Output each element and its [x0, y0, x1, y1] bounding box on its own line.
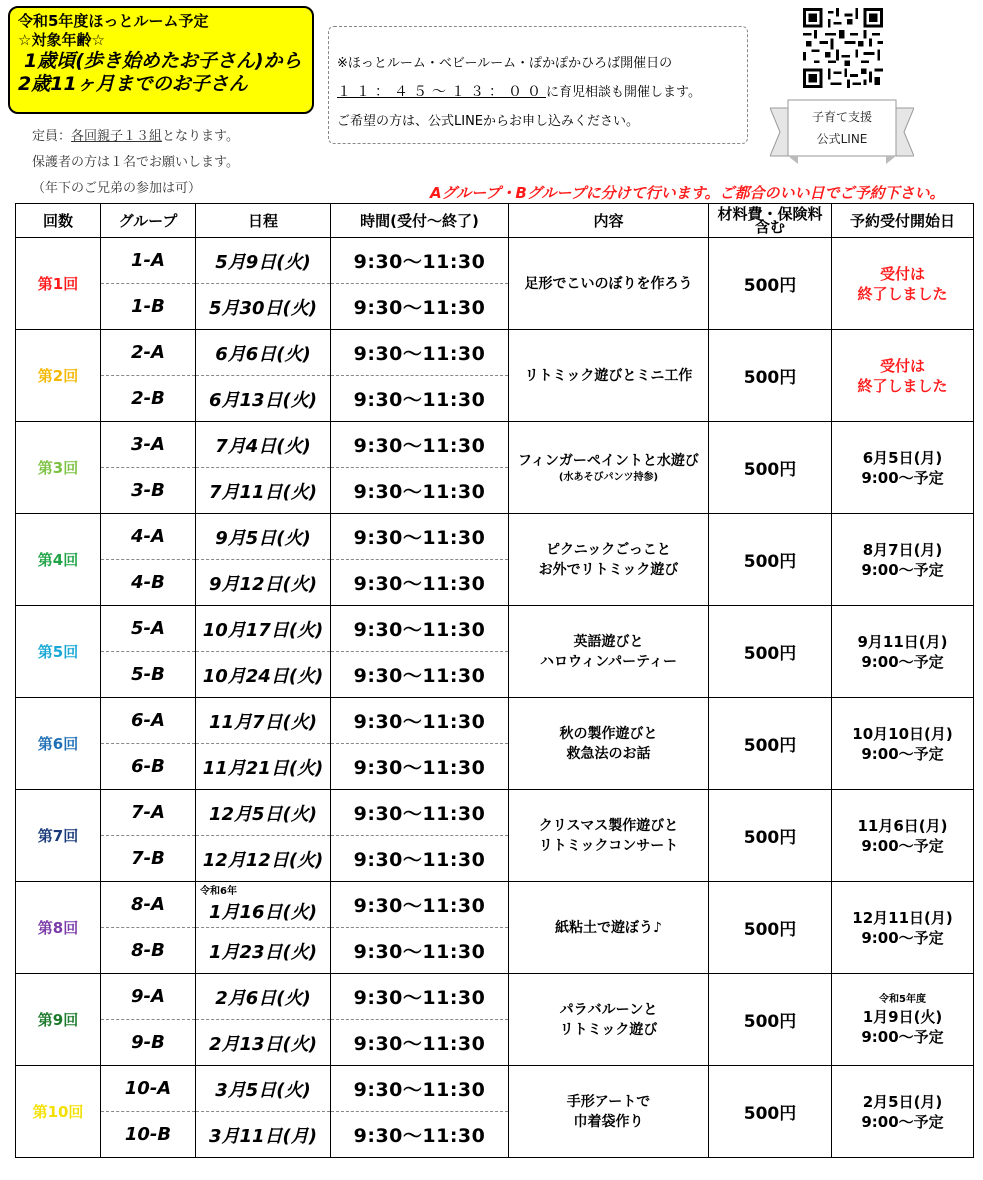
- program-title: 令和5年度ほっとルーム予定: [18, 12, 209, 30]
- content-line2: リトミックコンサート: [538, 837, 679, 854]
- table-row: [16, 606, 974, 652]
- start-cell: [832, 1066, 974, 1158]
- capacity-line1: [32, 124, 239, 150]
- content-cell: [509, 514, 709, 606]
- banner-line1: 子育て支援: [811, 110, 872, 124]
- date-a: [196, 882, 331, 928]
- group-a: 7-A: [101, 790, 196, 836]
- time-a: 9:30～11:30: [331, 1066, 509, 1112]
- start-line2: 9:00～予定: [861, 468, 944, 487]
- group-a: 9-A: [101, 974, 196, 1020]
- start-line1: 8月7日(月): [862, 540, 943, 559]
- time-a: 9:30～11:30: [331, 238, 509, 284]
- round-label: 第9回: [16, 974, 101, 1066]
- content-cell: [509, 606, 709, 698]
- start-cell: [832, 330, 974, 422]
- group-a: 3-A: [101, 422, 196, 468]
- date-b: 6月13日(火): [196, 376, 331, 422]
- start-cell: [832, 422, 974, 514]
- content-line2: 救急法のお話: [566, 745, 651, 762]
- group-b: 1-B: [101, 284, 196, 330]
- time-b: 9:30～11:30: [331, 560, 509, 606]
- group-b: 8-B: [101, 928, 196, 974]
- fee-cell: 500円: [709, 514, 832, 606]
- target-age-from: 1歳頃(歩き始めたお子さん)から: [24, 49, 302, 72]
- content-line2: お外でリトミック遊び: [538, 561, 679, 578]
- round-label: 第6回: [16, 698, 101, 790]
- fee-cell: 500円: [709, 238, 832, 330]
- header-date: 日程: [196, 204, 331, 238]
- consultation-notice: [328, 26, 748, 144]
- start-line2: 9:00～予定: [861, 1027, 944, 1046]
- time-b: 9:30～11:30: [331, 284, 509, 330]
- header-fee-line2: 含む: [754, 217, 785, 236]
- group-b: 3-B: [101, 468, 196, 514]
- start-line1: 12月11日(月): [852, 908, 953, 927]
- time-a: 9:30～11:30: [331, 422, 509, 468]
- time-b: 9:30～11:30: [331, 468, 509, 514]
- header-start: 予約受付開始日: [832, 204, 974, 238]
- group-a: 2-A: [101, 330, 196, 376]
- target-age-heading: ☆対象年齢☆: [18, 30, 105, 49]
- round-label: 第10回: [16, 1066, 101, 1158]
- content-line1: フィンガーペイントと水遊び: [518, 452, 699, 469]
- date-a-value: 3月5日(火): [215, 1079, 311, 1101]
- content-line1: 足形でこいのぼりを作ろう: [524, 275, 693, 292]
- date-a-value: 2月6日(火): [215, 987, 311, 1009]
- content-line1: パラバルーンと: [559, 1001, 658, 1018]
- time-b: 9:30～11:30: [331, 836, 509, 882]
- table-row: [16, 330, 974, 376]
- start-cell: [832, 790, 974, 882]
- target-age-box: [8, 6, 314, 114]
- date-a-value: 12月5日(火): [208, 803, 318, 825]
- fee-cell: 500円: [709, 606, 832, 698]
- table-row: [16, 698, 974, 744]
- start-line2: 終了しました: [857, 376, 948, 395]
- start-line2: 9:00～予定: [861, 560, 944, 579]
- date-b: 10月24日(火): [196, 652, 331, 698]
- content-cell: [509, 1066, 709, 1158]
- content-line1: 手形アートで: [566, 1093, 651, 1110]
- fee-cell: 500円: [709, 790, 832, 882]
- date-a: [196, 422, 331, 468]
- header-group: グループ: [101, 204, 196, 238]
- consultation-time: １１：４５～１３：００: [337, 84, 546, 100]
- date-b: 7月11日(火): [196, 468, 331, 514]
- capacity-count: 各回親子１３組: [71, 129, 163, 144]
- group-a: 8-A: [101, 882, 196, 928]
- start-line1: 1月9日(火): [862, 1007, 943, 1026]
- date-a-value: 5月9日(火): [215, 251, 311, 273]
- date-b: 12月12日(火): [196, 836, 331, 882]
- date-era-prefix: 令和6年: [200, 885, 237, 897]
- header-row: [16, 204, 974, 238]
- table-row: [16, 974, 974, 1020]
- content-line1: クリスマス製作遊びと: [538, 817, 679, 834]
- group-note: Aグループ・Bグループに分けて行います。ご都合のいい日でご予約下さい。: [430, 184, 945, 202]
- date-b: 5月30日(火): [196, 284, 331, 330]
- date-a: [196, 238, 331, 284]
- content-cell: [509, 330, 709, 422]
- date-b: 3月11日(月): [196, 1112, 331, 1158]
- content-line2: 巾着袋作り: [573, 1113, 644, 1130]
- target-age-to: 2歳11ヶ月までのお子さん: [18, 73, 248, 96]
- capacity-prefix: 定員：: [32, 129, 72, 144]
- fee-cell: 500円: [709, 330, 832, 422]
- round-label: 第7回: [16, 790, 101, 882]
- table-row: [16, 882, 974, 928]
- date-a: [196, 790, 331, 836]
- content-line1: ピクニックごっこと: [546, 541, 671, 558]
- time-a: 9:30～11:30: [331, 606, 509, 652]
- header-fee-line1: 材料費・保険料: [717, 204, 823, 223]
- header-time: 時間(受付～終了): [331, 204, 509, 238]
- capacity-info: [32, 124, 239, 202]
- notice-line1: ※ほっとルーム・ベビールーム・ぽかぽかひろば開催日の: [337, 56, 673, 71]
- group-b: 5-B: [101, 652, 196, 698]
- start-line2: 9:00～予定: [861, 744, 944, 763]
- content-line1: 紙粘土で遊ぼう♪: [555, 919, 662, 936]
- date-a-value: 9月5日(火): [215, 527, 311, 549]
- line-banner: [770, 98, 914, 168]
- start-cell: [832, 974, 974, 1066]
- content-cell: [509, 422, 709, 514]
- time-a: 9:30～11:30: [331, 514, 509, 560]
- date-a-value: 6月6日(火): [215, 343, 311, 365]
- content-line1: 秋の製作遊びと: [559, 725, 658, 742]
- start-line2: 9:00～予定: [861, 928, 944, 947]
- banner-line2: 公式LINE: [816, 132, 868, 146]
- group-b: 10-B: [101, 1112, 196, 1158]
- start-line1: 2月5日(月): [862, 1092, 943, 1111]
- group-b: 6-B: [101, 744, 196, 790]
- fee-cell: 500円: [709, 1066, 832, 1158]
- round-label: 第1回: [16, 238, 101, 330]
- notice-line3: ご希望の方は、公式LINEからお申し込みください。: [337, 114, 640, 129]
- date-b: 9月12日(火): [196, 560, 331, 606]
- content-cell: [509, 238, 709, 330]
- start-line2: 9:00～予定: [861, 836, 944, 855]
- time-a: 9:30～11:30: [331, 790, 509, 836]
- table-row: [16, 790, 974, 836]
- capacity-suffix: となります。: [162, 129, 239, 144]
- header-fee: [709, 204, 832, 238]
- content-cell: [509, 698, 709, 790]
- time-b: 9:30～11:30: [331, 1020, 509, 1066]
- fee-cell: 500円: [709, 698, 832, 790]
- content-cell: [509, 790, 709, 882]
- round-label: 第4回: [16, 514, 101, 606]
- content-line1: リトミック遊びとミニ工作: [524, 367, 693, 384]
- time-a: 9:30～11:30: [331, 974, 509, 1020]
- start-line2: 9:00～予定: [861, 1112, 944, 1131]
- time-a: 9:30～11:30: [331, 698, 509, 744]
- table-row: [16, 514, 974, 560]
- date-a: [196, 698, 331, 744]
- content-line2: ハロウィンパーティー: [539, 653, 678, 670]
- round-label: 第3回: [16, 422, 101, 514]
- fee-cell: 500円: [709, 422, 832, 514]
- start-cell: [832, 698, 974, 790]
- header-round: 回数: [16, 204, 101, 238]
- content-cell: [509, 974, 709, 1066]
- group-a: 1-A: [101, 238, 196, 284]
- fee-cell: 500円: [709, 974, 832, 1066]
- start-cell: [832, 514, 974, 606]
- round-label: 第8回: [16, 882, 101, 974]
- group-a: 4-A: [101, 514, 196, 560]
- start-line1: 6月5日(月): [862, 448, 943, 467]
- round-label: 第2回: [16, 330, 101, 422]
- time-a: 9:30～11:30: [331, 330, 509, 376]
- start-cell: [832, 882, 974, 974]
- time-a: 9:30～11:30: [331, 882, 509, 928]
- content-sub: (水あそびパンツ持参): [558, 471, 659, 483]
- group-a: 5-A: [101, 606, 196, 652]
- round-label: 第5回: [16, 606, 101, 698]
- notice-line2-suffix: に育児相談も開催します。: [546, 85, 701, 100]
- start-line1: 10月10日(月): [852, 724, 953, 743]
- date-b: 11月21日(火): [196, 744, 331, 790]
- group-a: 10-A: [101, 1066, 196, 1112]
- date-a: [196, 514, 331, 560]
- start-line1: 受付は: [879, 264, 925, 283]
- date-a-value: 10月17日(火): [202, 619, 324, 641]
- capacity-line2: 保護者の方は１名でお願いします。: [32, 155, 239, 170]
- start-cell: [832, 238, 974, 330]
- line-qr-code[interactable]: [803, 8, 883, 88]
- date-b: 2月13日(火): [196, 1020, 331, 1066]
- capacity-line3: （年下のご兄弟の参加は可）: [32, 181, 202, 196]
- start-line2: 終了しました: [857, 284, 948, 303]
- group-b: 4-B: [101, 560, 196, 606]
- start-line1: 11月6日(月): [857, 816, 948, 835]
- group-b: 2-B: [101, 376, 196, 422]
- date-a-value: 11月7日(火): [208, 711, 318, 733]
- content-line2: リトミック遊び: [559, 1021, 658, 1038]
- start-line2: 9:00～予定: [861, 652, 944, 671]
- time-b: 9:30～11:30: [331, 928, 509, 974]
- time-b: 9:30～11:30: [331, 1112, 509, 1158]
- start-cell: [832, 606, 974, 698]
- group-b: 9-B: [101, 1020, 196, 1066]
- time-b: 9:30～11:30: [331, 652, 509, 698]
- group-a: 6-A: [101, 698, 196, 744]
- date-b: 1月23日(火): [196, 928, 331, 974]
- notice-line2: [337, 78, 747, 107]
- group-b: 7-B: [101, 836, 196, 882]
- table-row: [16, 238, 974, 284]
- content-line1: 英語遊びと: [573, 633, 644, 650]
- table-row: [16, 1066, 974, 1112]
- date-a: [196, 330, 331, 376]
- time-b: 9:30～11:30: [331, 744, 509, 790]
- content-cell: [509, 882, 709, 974]
- time-b: 9:30～11:30: [331, 376, 509, 422]
- date-a-value: 7月4日(火): [215, 435, 311, 457]
- start-line1: 9月11日(月): [857, 632, 948, 651]
- date-a: [196, 1066, 331, 1112]
- start-era-prefix: 令和5年度: [879, 993, 926, 1005]
- start-line1: 受付は: [879, 356, 925, 375]
- date-a: [196, 606, 331, 652]
- date-a: [196, 974, 331, 1020]
- date-a-value: 1月16日(火): [208, 901, 318, 923]
- header-content: 内容: [509, 204, 709, 238]
- table-row: [16, 422, 974, 468]
- schedule-table: [15, 203, 974, 1158]
- fee-cell: 500円: [709, 882, 832, 974]
